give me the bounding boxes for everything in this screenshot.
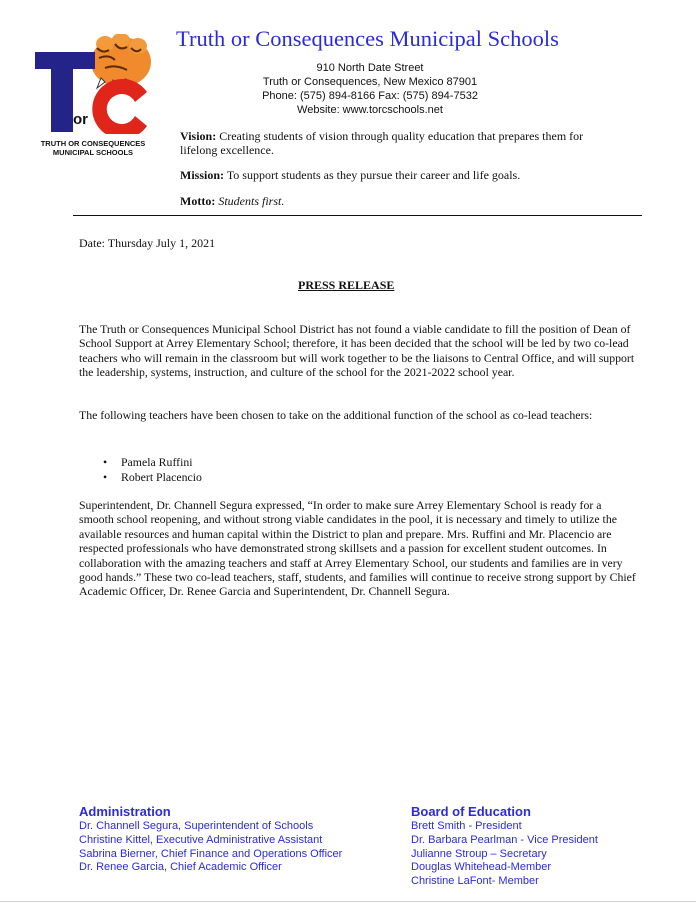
contact-block <box>200 61 540 117</box>
list-item: • Pamela Ruffini <box>103 455 193 469</box>
address-line: 910 North Date Street <box>316 62 424 74</box>
list-item: Christine Kittel, Executive Administrative Assistant <box>79 833 323 846</box>
press-release-title: PRESS RELEASE <box>298 278 395 292</box>
list-item: Dr. Barbara Pearlman - Vice President <box>411 833 598 846</box>
page-bottom-border <box>0 901 696 902</box>
school-logo <box>35 34 155 134</box>
city-line: Truth or Consequences, New Mexico 87901 <box>262 76 478 88</box>
list-item: Brett Smith - President <box>411 820 522 832</box>
mission-statement: Mission: To support students as they pursue their career and life goals. <box>180 168 521 182</box>
release-date: Date: Thursday July 1, 2021 <box>79 236 216 250</box>
website-line[interactable]: Website: www.torcschools.net <box>297 104 443 116</box>
vision-statement: Vision: Creating students of vision through quality education that prepares them for lifelong excellence. <box>180 129 584 157</box>
list-item: Dr. Renee Garcia, Chief Academic Officer <box>79 861 282 874</box>
school-title: Truth or Consequences Municipal Schools <box>176 26 559 51</box>
list-item: Douglas Whitehead-Member <box>411 861 552 874</box>
administration-heading: Administration <box>79 804 171 819</box>
bullet-icon: • <box>103 469 108 484</box>
phone-fax-line: Phone: (575) 894-8166 Fax: (575) 894-7532 <box>262 90 478 102</box>
header-divider <box>73 215 642 216</box>
logo-caption: TRUTH OR CONSEQUENCES MUNICIPAL SCHOOLS <box>40 139 146 157</box>
list-item: Julianne Stroup – Secretary <box>411 847 547 860</box>
paragraph-superintendent-quote: Superintendent, Dr. Channell Segura expressed, “In order to make sure Arrey Elementary School is ready for a smooth school reopening, and without strong viable candidates in the pool, it is necessary and timely to utilize the available resources and human capital within the District to plan and prepare. Mrs. Ruffini and Mr. Placencio are respected professionals who have demonstrated strong skillsets and a passion for excellent student outcomes. In collaboration with the amazing teachers and staff at Arrey Elementary School, our students and families are in very good hands.” These two co-lead teachers, staff, students, and families will continue to receive strong support by Chief Academic Officer, Dr. Renee Garcia and Superintendent, Dr. Channell Segura. <box>79 498 636 599</box>
board-section <box>411 804 598 889</box>
bullet-icon: • <box>103 455 108 469</box>
list-item: • Robert Placencio <box>103 469 202 484</box>
paragraph-teachers-intro: The following teachers have been chosen to take on the additional function of the school as co-lead teachers: <box>79 408 593 422</box>
administration-section <box>79 804 342 875</box>
list-item: Christine LaFont- Member <box>411 875 539 888</box>
paragraph-announcement: The Truth or Consequences Municipal School District has not found a viable candidate to fill the position of Dean of School Support at Arrey Elementary School; therefore, it has been decided that the school will be led by two co-lead teachers who will remain in the classroom but will work together to be the liaisons to Central Office, and will support the leadership, systems, instruction, and culture of the school for the 2021-2022 school year. <box>79 322 635 380</box>
list-item: Sabrina Bierner, Chief Finance and Operations Officer <box>79 847 343 860</box>
motto-statement: Motto: Students first. <box>180 194 285 208</box>
logo-or-text: or <box>73 111 88 128</box>
list-item: Dr. Channell Segura, Superintendent of Schools <box>79 820 314 832</box>
teacher-list <box>103 455 202 484</box>
board-heading: Board of Education <box>411 804 531 819</box>
